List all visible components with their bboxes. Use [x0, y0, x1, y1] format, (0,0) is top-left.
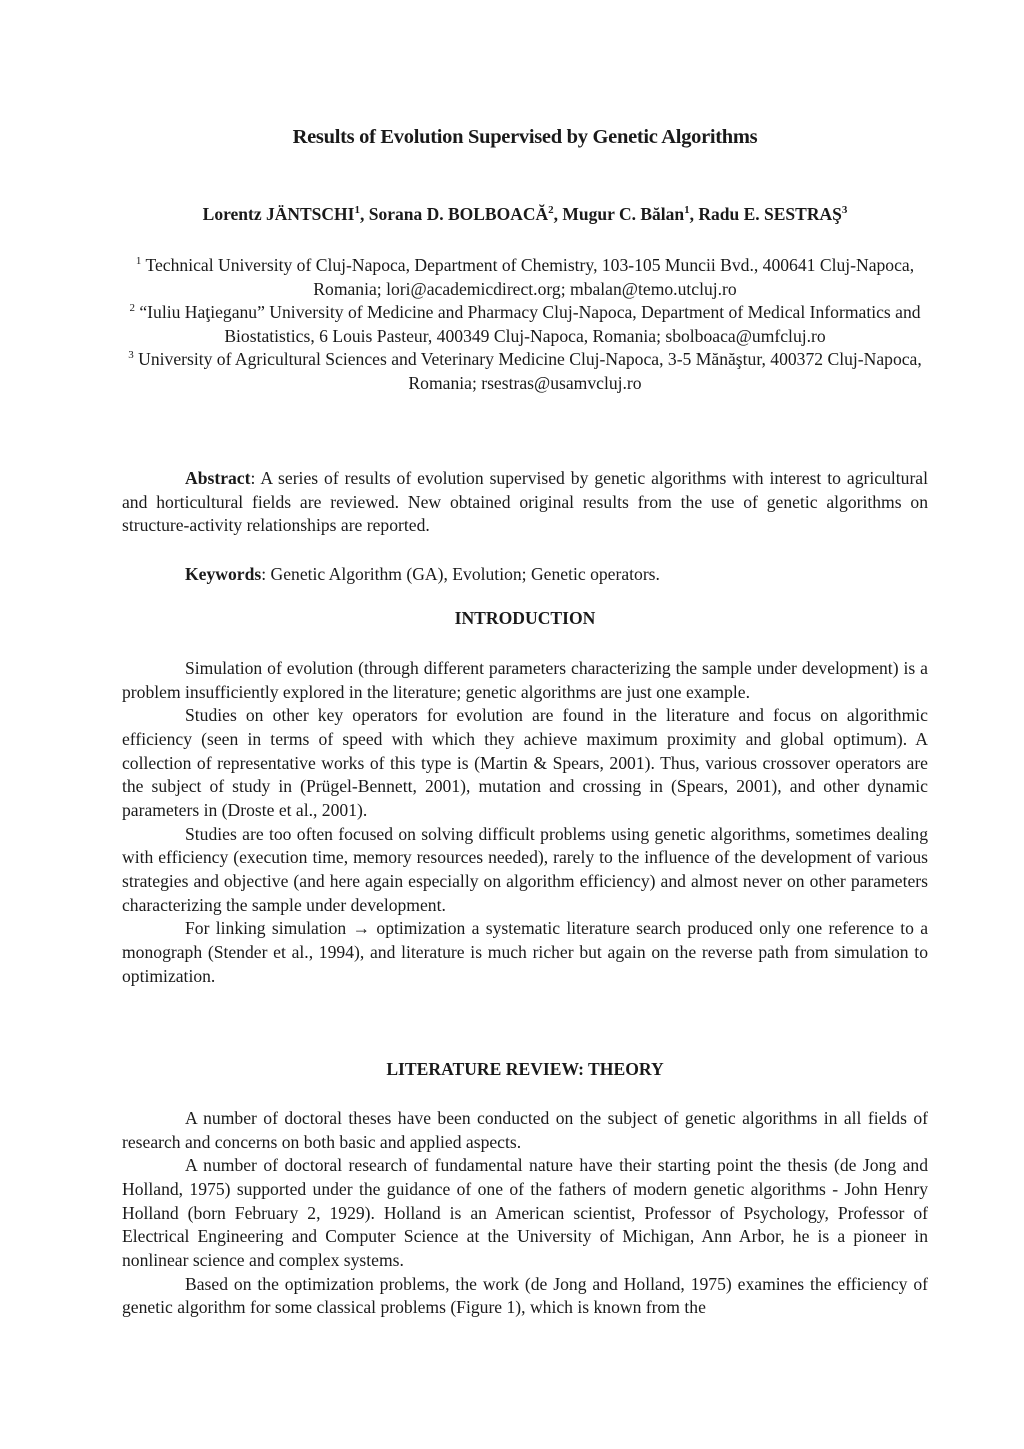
author: Mugur C. Bălan$^1$, [562, 204, 699, 224]
paragraph: Simulation of evolution (through different parameters characterizing the sample under development) is a problem insufficiently explored in the literature; genetic algorithms are just one example. [122, 658, 928, 702]
section-body-introduction [122, 657, 928, 988]
affiliation: $^1$ Technical University of Cluj-Napoca, Department of Chemistry, 103-105 Muncii Bvd., 400641 Cluj-Napoca, Romania; lori@academicdirect.org; mbalan@temo.utcluj.ro [135, 255, 915, 299]
paragraph: Studies on other key operators for evolution are found in the literature and focus on algorithmic efficiency (seen in terms of speed with which they achieve maximum proximity and global optimum). A collection of representative works of this type is (Martin & Spears, 2001). Thus, various crossover operators are the subject of study in (Prügel-Bennett, 2001), mutation and crossing in (Spears, 2001), and other dynamic parameters in (Droste et al., 2001). [122, 705, 928, 820]
paragraph: A number of doctoral theses have been conducted on the subject of genetic algorithms in all fields of research and concerns on both basic and applied aspects. [122, 1108, 928, 1152]
abstract-text: : A series of results of evolution supervised by genetic algorithms with interest to agricultural and horticultural fields are reviewed. New obtained original results from the use of genetic algorithms on structure-activity relationships are reported. [122, 468, 928, 536]
keywords [122, 563, 928, 587]
paragraph: Based on the optimization problems, the work (de Jong and Holland, 1975) examines the efficiency of genetic algorithm for some classical problems (Figure 1), which is known from the [122, 1273, 928, 1318]
author: Lorentz JÄNTSCHI$^1$, [202, 204, 369, 224]
section-heading-introduction: INTRODUCTION [454, 608, 596, 628]
affiliation-list [122, 254, 928, 396]
paragraph: Studies are too often focused on solving difficult problems using genetic algorithms, sometimes dealing with efficiency (execution time, memory resources needed), rarely to the influence of the development of various strategies and objective (and here again especially on algorithm efficiency) and almost never on other parameters characterizing the sample under development. [122, 823, 928, 915]
paragraph: A number of doctoral research of fundamental nature have their starting point the thesis (de Jong and Holland, 1975) supported under the guidance of one of the fathers of modern genetic algorithms - John Henry Holland (born February 2, 1929). Holland is an American scientist, Professor of Psychology, Professor of Electrical Engineering and Computer Science at the University of Michigan, Ann Arbor, he is a pioneer in nonlinear science and complex systems. [122, 1155, 928, 1270]
paragraph: For linking simulation → optimization a systematic literature search produced only one reference to a monograph (Stender et al., 1994), and literature is much richer but again on the reverse path from simulation to optimization. [122, 918, 928, 986]
keywords-label: Keywords [185, 564, 262, 584]
affiliation: $^3$ University of Agricultural Sciences and Veterinary Medicine Cluj-Napoca, 3-5 Mănăştur, 400372 Cluj-Napoca, Romania; rsestras@usamvcluj.ro [128, 349, 922, 393]
keywords-text: : Genetic Algorithm (GA), Evolution; Genetic operators. [261, 564, 660, 584]
affiliation: $^2$ “Iuliu Haţieganu” University of Medicine and Pharmacy Cluj-Napoca, Department of Medical Informatics and Biostatistics, 6 Louis Pasteur, 400349 Cluj-Napoca, Romania; sbolboaca@umfcluj.ro [129, 302, 921, 346]
section-heading-literature-review: LITERATURE REVIEW: THEORY [386, 1059, 664, 1079]
section-body-literature-review [122, 1107, 928, 1320]
author: Radu E. SESTRAŞ$^3$ [698, 204, 848, 224]
abstract-label: Abstract [185, 468, 251, 488]
abstract [122, 467, 928, 538]
author-list [122, 204, 928, 225]
paper-title: Results of Evolution Supervised by Genetic Algorithms [292, 126, 758, 148]
author: Sorana D. BOLBOACĂ$^2$, [368, 204, 563, 224]
